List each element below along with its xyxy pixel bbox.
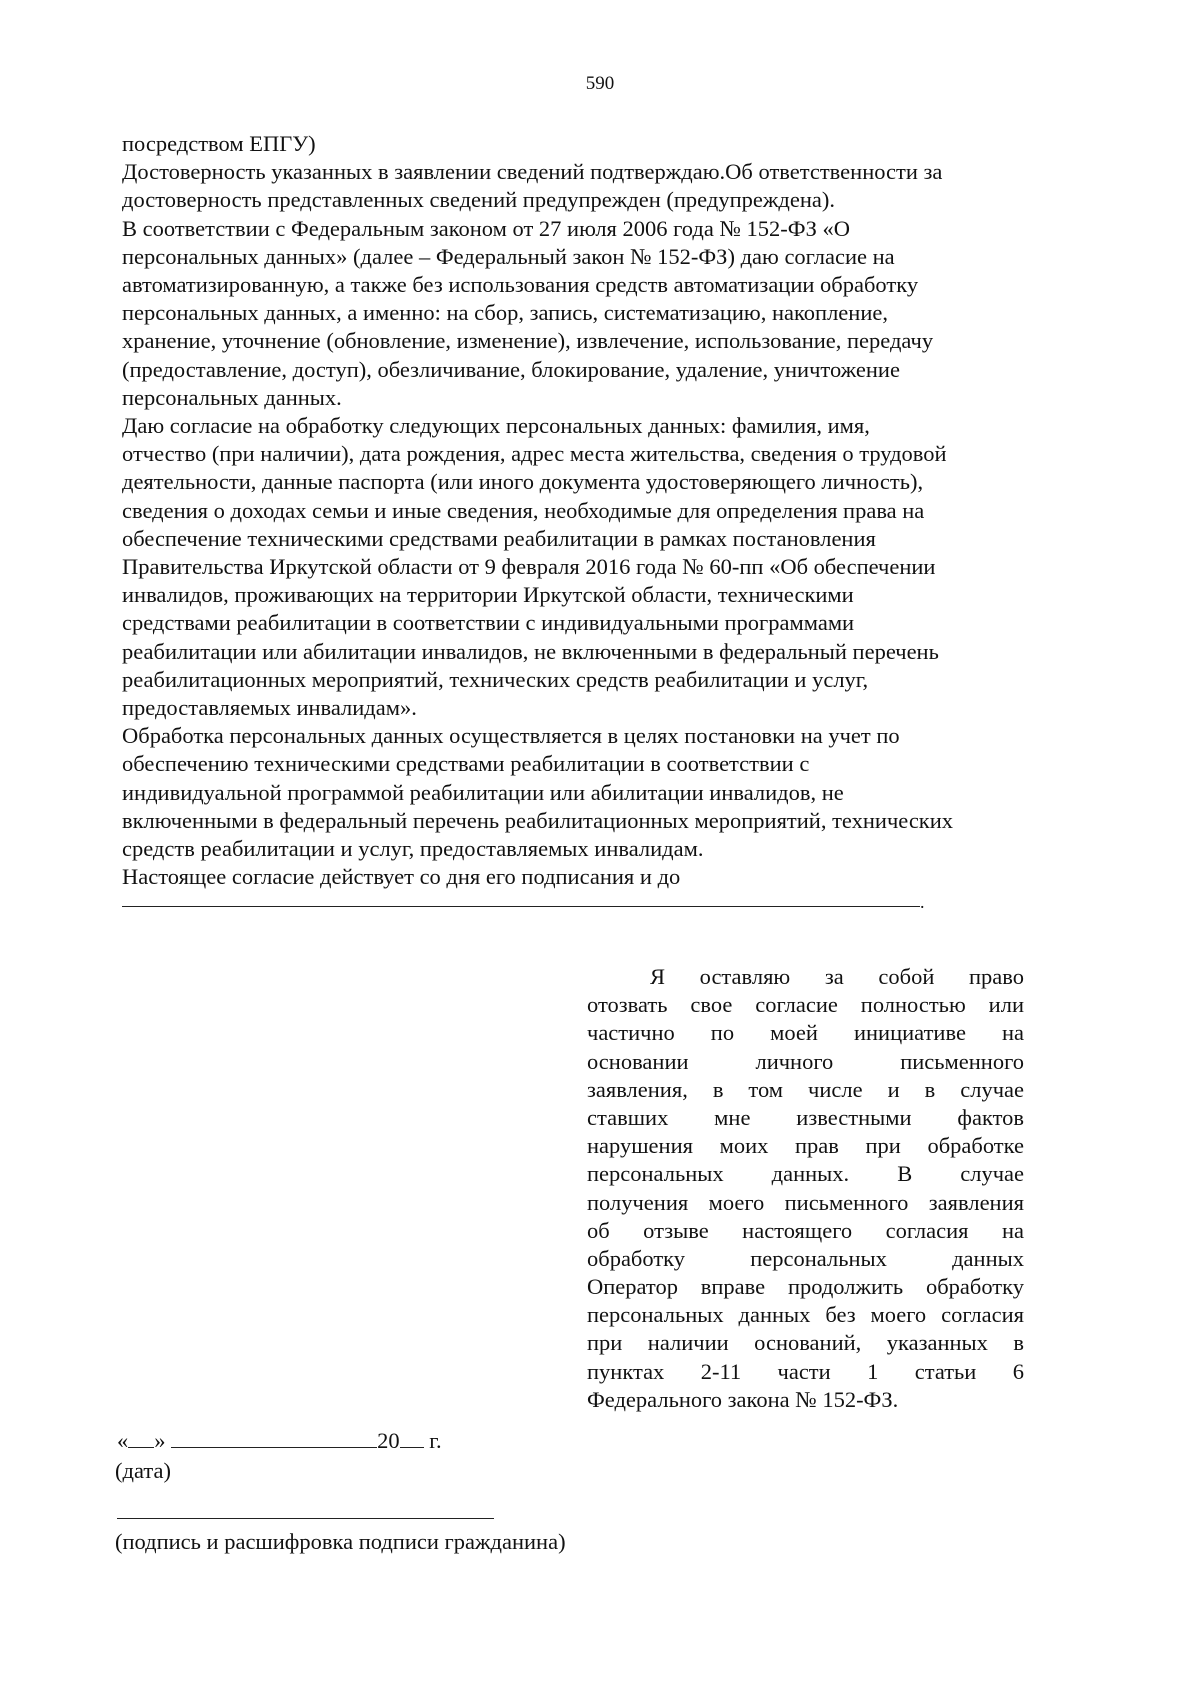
withdrawal-line: получения моего письменного заявления [587,1189,1024,1215]
withdrawal-line: пунктах 2-11 части 1 статьи 6 [587,1358,1024,1384]
withdrawal-line: отозвать свое согласие полностью или [587,992,1024,1018]
withdrawal-line: Федерального закона № 152-ФЗ. [587,1386,899,1412]
close-quote: » [154,1428,166,1453]
withdrawal-line: основании личного письменного [587,1048,1024,1074]
withdrawal-line: нарушения моих прав при обработке [587,1133,1024,1159]
body-line: Достоверность указанных в заявлении сведений подтверждаю.Об ответственности за [122,159,943,185]
body-line: Настоящее согласие действует со дня его подписания и до [122,864,681,890]
body-line: автоматизированную, а также без использования средств автоматизации обработку [122,272,919,298]
body-line: сведения о доходах семьи и иные сведения, необходимые для определения права на [122,497,925,523]
body-line: индивидуальной программой реабилитации или абилитации инвалидов, не [122,779,844,805]
body-line: персональных данных» (далее – Федеральный закон № 152-ФЗ) даю согласие на [122,243,895,269]
body-line: включенными в федеральный перечень реабилитационных мероприятий, технических [122,807,954,833]
validity-end-blank-line [122,906,920,907]
withdrawal-line: заявления, в том числе и в случае [587,1076,1024,1102]
year-suffix: г. [429,1428,442,1453]
withdrawal-rights-paragraph [587,963,1024,1414]
withdrawal-line: об отзыве настоящего согласия на [587,1217,1024,1243]
body-line: Даю согласие на обработку следующих персональных данных: фамилия, имя, [122,413,870,439]
body-line: предоставляемых инвалидам». [122,695,417,721]
page-number: 590 [585,73,615,94]
validity-end-period: . [920,892,925,912]
body-line: средств реабилитации и услуг, предоставляемых инвалидам. [122,836,704,862]
withdrawal-line: ставших мне известными фактов [587,1104,1024,1130]
signature-caption: (подпись и расшифровка подписи гражданина) [115,1529,566,1554]
date-caption: (дата) [115,1458,171,1483]
body-line: обеспечению техническими средствами реабилитации в соответствии с [122,751,810,777]
open-quote: « [117,1428,129,1453]
month-blank [171,1427,377,1448]
withdrawal-line: при наличии оснований, указанных в [587,1330,1024,1356]
body-line: Обработка персональных данных осуществляется в целях постановки на учет по [122,723,900,749]
day-blank [128,1427,154,1448]
body-line: (предоставление, доступ), обезличивание, блокирование, удаление, уничтожение [122,356,900,382]
body-line: посредством ЕПГУ) [122,131,316,156]
withdrawal-line: Я оставляю за собой право [650,964,1024,989]
withdrawal-line: персональных данных. В случае [587,1161,1024,1187]
body-line: Правительства Иркутской области от 9 февраля 2016 года № 60-пп «Об обеспечении [122,554,936,580]
body-line: средствами реабилитации в соответствии с индивидуальными программами [122,610,855,636]
body-line: деятельности, данные паспорта (или иного документа удостоверяющего личность), [122,469,924,495]
consent-body [122,130,1042,891]
withdrawal-line: персональных данных без моего согласия [587,1302,1024,1328]
date-line [117,1427,442,1455]
body-line: обеспечение техническими средствами реабилитации в рамках постановления [122,525,876,551]
body-line: реабилитации или абилитации инвалидов, не включенными в федеральный перечень [122,638,939,664]
body-line: персональных данных, а именно: на сбор, запись, систематизацию, накопление, [122,300,888,326]
body-line: реабилитационных мероприятий, технических средств реабилитации и услуг, [122,666,869,692]
withdrawal-line: обработку персональных данных [587,1245,1024,1271]
year-blank [400,1427,424,1448]
signature-blank-line [117,1518,494,1519]
body-line: инвалидов, проживающих на территории Иркутской области, техническими [122,582,854,608]
body-line: отчество (при наличии), дата рождения, адрес места жительства, сведения о трудовой [122,441,947,467]
body-line: достоверность представленных сведений предупрежден (предупреждена). [122,187,835,213]
body-line: персональных данных. [122,384,342,410]
year-prefix: 20 [377,1428,400,1453]
withdrawal-line: частично по моей инициативе на [587,1020,1024,1046]
body-line: В соответствии с Федеральным законом от 27 июля 2006 года № 152-ФЗ «О [122,215,850,241]
body-line: хранение, уточнение (обновление, изменение), извлечение, использование, передачу [122,328,934,354]
withdrawal-line: Оператор вправе продолжить обработку [587,1274,1024,1300]
